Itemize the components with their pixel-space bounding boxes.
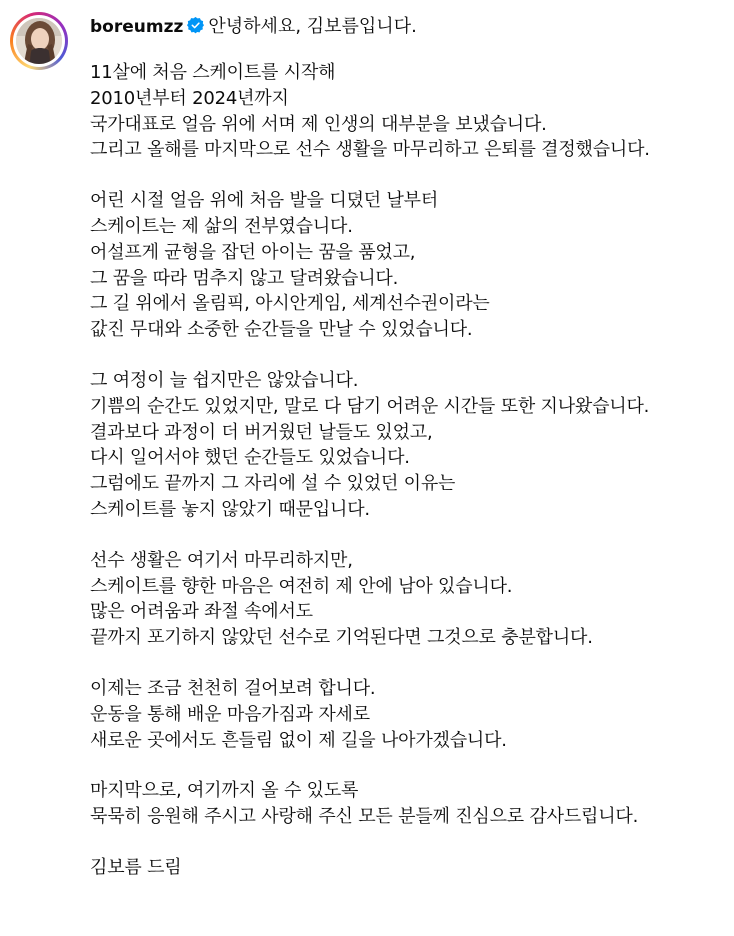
caption-line: 국가대표로 얼음 위에 서며 제 인생의 대부분을 보냈습니다. <box>90 113 547 135</box>
caption-line: 마지막으로, 여기까지 올 수 있도록 <box>90 780 359 802</box>
caption-line: 어설프게 균형을 잡던 아이는 꿈을 품었고, <box>90 241 416 263</box>
caption-paragraph <box>90 188 726 343</box>
avatar[interactable] <box>16 18 62 64</box>
caption-line: 그 꿈을 따라 멈추지 않고 달려왔습니다. <box>90 267 399 289</box>
caption-body <box>90 60 726 881</box>
caption-line: 그 길 위에서 올림픽, 아시안게임, 세계선수권이라는 <box>90 293 490 315</box>
caption-line: 이제는 조금 천천히 걸어보려 합니다. <box>90 677 376 699</box>
caption-line: 결과보다 과정이 더 버거웠던 날들도 있었고, <box>90 421 433 443</box>
caption-paragraph <box>90 368 726 523</box>
caption-line: 새로운 곳에서도 흔들림 없이 제 길을 나아가겠습니다. <box>90 729 507 751</box>
caption-line: 11살에 처음 스케이트를 시작해 <box>90 62 336 83</box>
caption-paragraph <box>90 548 726 651</box>
caption-line: 스케이트는 제 삶의 전부였습니다. <box>90 215 353 237</box>
verified-badge-icon <box>187 17 204 34</box>
caption-line: 기쁨의 순간도 있었지만, 말로 다 담기 어려운 시간들 또한 지나왔습니다. <box>90 395 650 417</box>
caption-header <box>90 14 726 40</box>
caption-paragraph <box>90 855 726 881</box>
caption-paragraph <box>90 60 726 163</box>
caption-line: 선수 생활은 여기서 마무리하지만, <box>90 549 353 571</box>
caption-line: 묵묵히 응원해 주시고 사랑해 주신 모든 분들께 진심으로 감사드립니다. <box>90 806 639 828</box>
caption-paragraph <box>90 676 726 753</box>
caption-line: 그 여정이 늘 쉽지만은 않았습니다. <box>90 369 359 391</box>
caption <box>90 14 726 906</box>
caption-line: 스케이트를 놓지 않았기 때문입니다. <box>90 498 370 520</box>
story-ring[interactable] <box>10 12 68 70</box>
caption-line: 값진 무대와 소중한 순간들을 만날 수 있었습니다. <box>90 319 473 341</box>
caption-line: 그리고 올해를 마지막으로 선수 생활을 마무리하고 은퇴를 결정했습니다. <box>90 139 650 161</box>
caption-line: 스케이트를 향한 마음은 여전히 제 안에 남아 있습니다. <box>90 575 513 597</box>
caption-line: 김보름 드림 <box>90 856 182 878</box>
caption-line: 어린 시절 얼음 위에 처음 발을 디뎠던 날부터 <box>90 190 439 212</box>
avatar-frame <box>13 15 65 67</box>
caption-line: 다시 일어서야 했던 순간들도 있었습니다. <box>90 447 410 469</box>
greeting-text: 안녕하세요, 김보름입니다. <box>208 16 417 37</box>
caption-line: 끝까지 포기하지 않았던 선수로 기억된다면 그것으로 충분합니다. <box>90 627 593 649</box>
caption-paragraph <box>90 778 726 830</box>
caption-line: 그럼에도 끝까지 그 자리에 설 수 있었던 이유는 <box>90 473 456 495</box>
username-link[interactable]: boreumzz <box>90 17 184 37</box>
caption-line: 운동을 통해 배운 마음가짐과 자세로 <box>90 703 370 725</box>
avatar-image <box>16 18 62 64</box>
caption-line: 2010년부터 2024년까지 <box>90 87 289 109</box>
caption-line: 많은 어려움과 좌절 속에서도 <box>90 601 313 623</box>
